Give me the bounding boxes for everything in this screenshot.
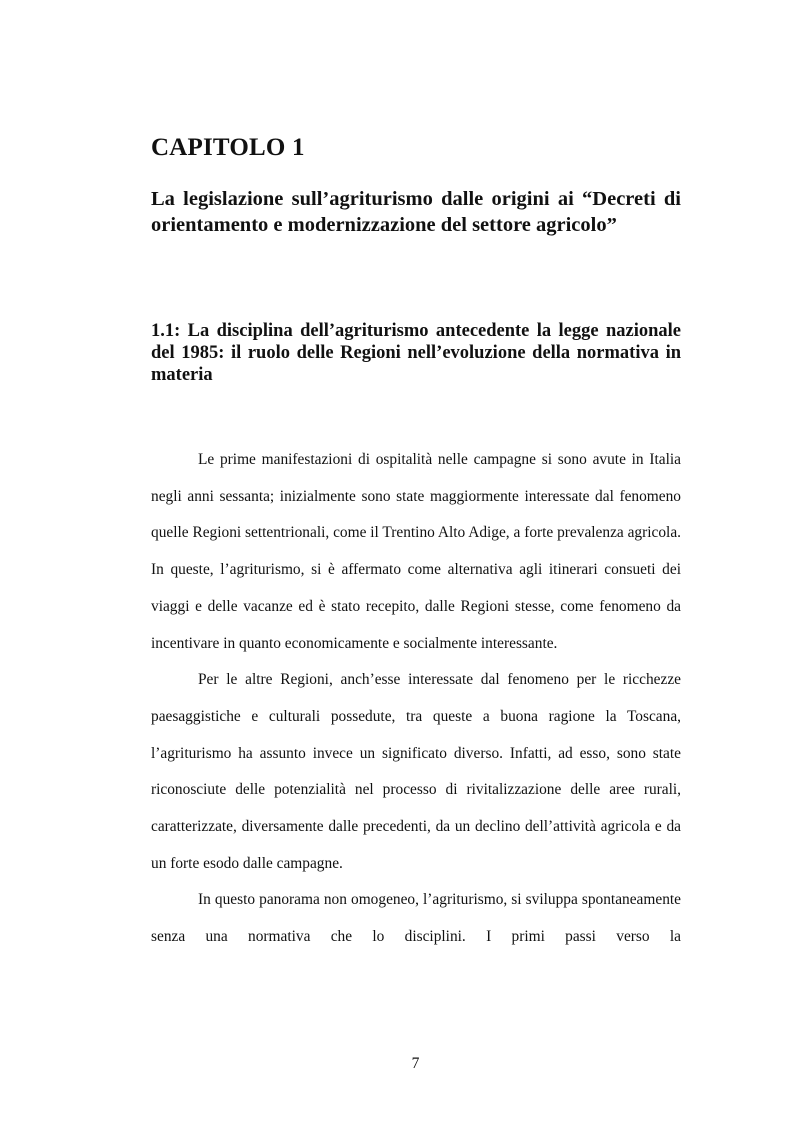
paragraph: In questo panorama non omogeneo, l’agriturismo, si sviluppa spontaneamente senza una normativa che lo disciplini. I primi passi verso la bbox=[151, 891, 681, 946]
page-number: 7 bbox=[411, 1055, 420, 1072]
chapter-title: CAPITOLO 1 bbox=[151, 134, 305, 161]
body-text bbox=[151, 442, 681, 956]
paragraph: Le prime manifestazioni di ospitalità nelle campagne si sono avute in Italia negli anni sessanta; inizialmente sono state maggiormente interessate dal fenomeno quelle Regioni settentrionali, come il Trentino Alto Adige, a forte prevalenza agricola. In queste, l’agriturismo, si è affermato come alternativa agli itinerari consueti dei viaggi e delle vacanze ed è stato recepito, dalle Regioni stesse, come fenomeno da incentivare in quanto economicamente e socialmente interessante. bbox=[151, 451, 681, 652]
section-heading: 1.1: La disciplina dell’agriturismo antecedente la legge nazionale del 1985: il ruolo delle Regioni nell’evoluzione della normativa in materia bbox=[151, 321, 681, 385]
paragraph: Per le altre Regioni, anch’esse interessate dal fenomeno per le ricchezze paesaggistiche e culturali possedute, tra queste a buona ragione la Toscana, l’agriturismo ha assunto invece un significato diverso. Infatti, ad esso, sono state riconosciute delle potenzialità nel processo di rivitalizzazione delle aree rurali, caratterizzate, diversamente dalle precedenti, da un declino dell’attività agricola e da un forte esodo dalle campagne. bbox=[151, 671, 681, 872]
chapter-subtitle: La legislazione sull’agriturismo dalle origini ai “Decreti di orientamento e modernizzazione del settore agricolo” bbox=[151, 188, 681, 236]
